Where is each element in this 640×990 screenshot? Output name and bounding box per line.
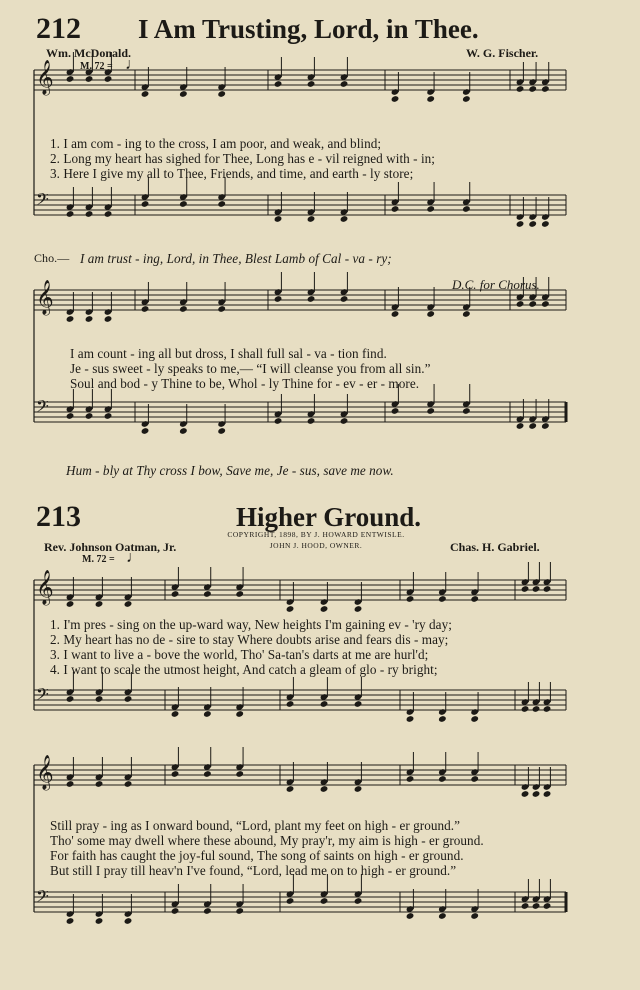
note-head [516, 85, 525, 93]
hymn-213-tempo: M. 72 = [82, 554, 115, 565]
note-head [406, 595, 415, 603]
hymn-213-composer: Chas. H. Gabriel. [450, 540, 540, 554]
note-head [203, 770, 212, 778]
note-head [516, 422, 525, 430]
note-head [179, 305, 188, 313]
note-head [85, 75, 94, 83]
note-head [217, 305, 226, 313]
treble-clef-icon: 𝄞 [36, 60, 54, 95]
note-head [340, 295, 349, 303]
note-head [274, 215, 283, 223]
hymn-213-verse-line-4: 4. I want to scale the utmost height, And catch a gleam of glo - ry bright; [50, 662, 438, 677]
note-head [85, 210, 94, 218]
note-head [543, 585, 552, 593]
hymn-213-copyright-line-2: JOHN J. HOOD, OWNER. [269, 541, 363, 550]
note-head [274, 417, 283, 425]
note-head [541, 300, 550, 308]
note-head [543, 902, 552, 910]
treble-clef-icon: 𝄞 [36, 755, 54, 790]
note-head [179, 200, 188, 208]
hymn-213-lyricist: Rev. Johnson Oatman, Jr. [44, 540, 177, 554]
note-head [179, 90, 188, 98]
note-head [354, 700, 363, 708]
note-head [141, 427, 150, 435]
hymn-212-number: 212 [36, 12, 81, 45]
note-head [104, 210, 113, 218]
hymn-213-copyright-line-1: COPYRIGHT, 1898, BY J. HOWARD ENTWISLE. [227, 530, 405, 539]
note-head [340, 417, 349, 425]
note-head [203, 590, 212, 598]
hymn-213-refrain-line-3: For faith has caught the joy-ful sound, The song of saints on high - er ground. [50, 848, 464, 863]
note-head [104, 412, 113, 420]
note-head [104, 75, 113, 83]
hymn-212-title: I Am Trusting, Lord, in Thee. [138, 14, 479, 44]
hymn-213-number: 213 [36, 500, 81, 533]
note-head [171, 590, 180, 598]
note-head [171, 710, 180, 718]
note-head [541, 422, 550, 430]
note-head [532, 705, 541, 713]
note-head [171, 770, 180, 778]
note-head [470, 775, 479, 783]
note-head [203, 710, 212, 718]
note-head [95, 600, 104, 608]
note-head [462, 205, 471, 213]
note-head [141, 305, 150, 313]
note-head [521, 790, 530, 798]
note-head [85, 412, 94, 420]
note-head [340, 80, 349, 88]
note-head [470, 715, 479, 723]
note-head [286, 897, 295, 905]
note-head [516, 220, 525, 228]
note-head [320, 605, 329, 613]
note-head [528, 85, 537, 93]
note-head [426, 95, 435, 103]
bass-clef-icon: 𝄢 [36, 396, 49, 420]
note-head [66, 780, 75, 788]
hymn-212-verse-line-1: 1. I am com - ing to the cross, I am poor, and weak, and blind; [50, 136, 382, 151]
hymn-213-title: Higher Ground. [236, 502, 422, 532]
note-head [532, 585, 541, 593]
hymn-213-verse-line-3: 3. I want to live a - bove the world, Tho' Sa-tan's darts at me are hurl'd; [50, 647, 429, 662]
note-head [307, 295, 316, 303]
note-head [528, 300, 537, 308]
note-head [66, 210, 75, 218]
note-head [541, 220, 550, 228]
note-head [286, 605, 295, 613]
note-head [274, 80, 283, 88]
note-head [391, 310, 400, 318]
hymn-213-refrain-line-1: Still pray - ing as I onward bound, “Lord, plant my feet on high - er ground.” [50, 818, 461, 833]
note-head [286, 785, 295, 793]
note-head [274, 295, 283, 303]
note-head [521, 705, 530, 713]
note-head [66, 315, 75, 323]
note-head [66, 75, 75, 83]
note-head [320, 897, 329, 905]
bass-clef-icon: 𝄢 [36, 189, 49, 213]
note-head [235, 590, 244, 598]
hymn-212-verse-line-3: 3. Here I give my all to Thee, Friends, and time, and earth - ly store; [50, 166, 414, 181]
hymn-212-refrain-line-2: Je - sus sweet - ly speaks to me,— “I will cleanse you from all sin.” [70, 361, 431, 376]
note-head [235, 907, 244, 915]
note-head [66, 695, 75, 703]
note-head [426, 310, 435, 318]
note-head [320, 700, 329, 708]
note-head [307, 80, 316, 88]
note-head [354, 785, 363, 793]
hymn-212-verse-line-2: 2. Long my heart has sighed for Thee, Long has e - vil reigned with - in; [50, 151, 436, 166]
note-head [179, 427, 188, 435]
note-head [124, 695, 133, 703]
note-head [141, 200, 150, 208]
note-head [320, 785, 329, 793]
note-head [217, 427, 226, 435]
note-head [426, 205, 435, 213]
note-head [532, 902, 541, 910]
hymn-213-refrain-line-4: But still I pray till heav'n I've found, “Lord, lead me on to high - er ground.” [50, 863, 457, 878]
note-head [66, 412, 75, 420]
note-head [438, 912, 447, 920]
note-head [354, 605, 363, 613]
note-head [521, 902, 530, 910]
quarter-note-icon: ♩ [126, 549, 142, 566]
note-head [543, 705, 552, 713]
note-head [438, 775, 447, 783]
hymn-212-composer: W. G. Fischer. [466, 46, 539, 60]
hymn-212-chorus-label: Cho.— [34, 251, 70, 265]
note-head [516, 300, 525, 308]
note-head [406, 715, 415, 723]
hymn-212-chorus-end-line: Hum - bly at Thy cross I bow, Save me, Je - sus, save me now. [66, 463, 394, 478]
note-head [354, 897, 363, 905]
note-head [141, 90, 150, 98]
hymn-213-verse-line-2: 2. My heart has no de - sire to stay Where doubts arise and fears dis - may; [50, 632, 449, 647]
hymn-212-refrain-line-1: I am count - ing all but dross, I shall full sal - va - tion find. [70, 346, 387, 361]
note-head [217, 200, 226, 208]
bass-clef-icon: 𝄢 [36, 886, 49, 910]
hymn-212-tempo: M. 72 = [80, 61, 113, 72]
note-head [391, 407, 400, 415]
note-head [340, 215, 349, 223]
treble-clef-icon: 𝄞 [36, 570, 54, 605]
note-head [528, 422, 537, 430]
note-head [532, 790, 541, 798]
hymn-212-lyricist: Wm. McDonald. [46, 46, 131, 60]
note-head [235, 710, 244, 718]
note-head [391, 95, 400, 103]
hymn-213-refrain-line-2: Tho' some may dwell where these abound, My pray'r, my aim is high - er ground. [50, 833, 484, 848]
note-head [66, 917, 75, 925]
note-head [235, 770, 244, 778]
note-head [85, 315, 94, 323]
note-head [124, 780, 133, 788]
note-head [217, 90, 226, 98]
quarter-note-icon: ♩ [125, 56, 141, 73]
note-head [66, 600, 75, 608]
note-head [203, 907, 212, 915]
note-head [462, 407, 471, 415]
note-head [124, 600, 133, 608]
note-head [95, 695, 104, 703]
note-head [541, 85, 550, 93]
hymn-212-refrain-line-3: Soul and bod - y Thine to be, Whol - ly Thine for - ev - er - more. [70, 376, 420, 391]
note-head [171, 907, 180, 915]
note-head [406, 912, 415, 920]
note-head [438, 715, 447, 723]
hymn-212-chorus-line: I am trust - ing, Lord, in Thee, Blest Lamb of Cal - va - ry; [80, 251, 392, 266]
note-head [307, 417, 316, 425]
note-head [462, 310, 471, 318]
note-head [470, 595, 479, 603]
note-head [95, 780, 104, 788]
note-head [470, 912, 479, 920]
note-head [426, 407, 435, 415]
hymn-213-verse-line-1: 1. I'm pres - sing on the up-ward way, New heights I'm gaining ev - 'ry day; [50, 617, 452, 632]
note-head [104, 315, 113, 323]
bass-clef-icon: 𝄢 [36, 684, 49, 708]
hymn-212-dc-label: D.C. for Chorus. [452, 277, 540, 292]
note-head [124, 917, 133, 925]
note-head [307, 215, 316, 223]
note-head [406, 775, 415, 783]
note-head [95, 917, 104, 925]
note-head [543, 790, 552, 798]
note-head [521, 585, 530, 593]
note-head [462, 95, 471, 103]
note-head [528, 220, 537, 228]
treble-clef-icon: 𝄞 [36, 280, 54, 315]
note-head [438, 595, 447, 603]
note-head [391, 205, 400, 213]
note-head [286, 700, 295, 708]
